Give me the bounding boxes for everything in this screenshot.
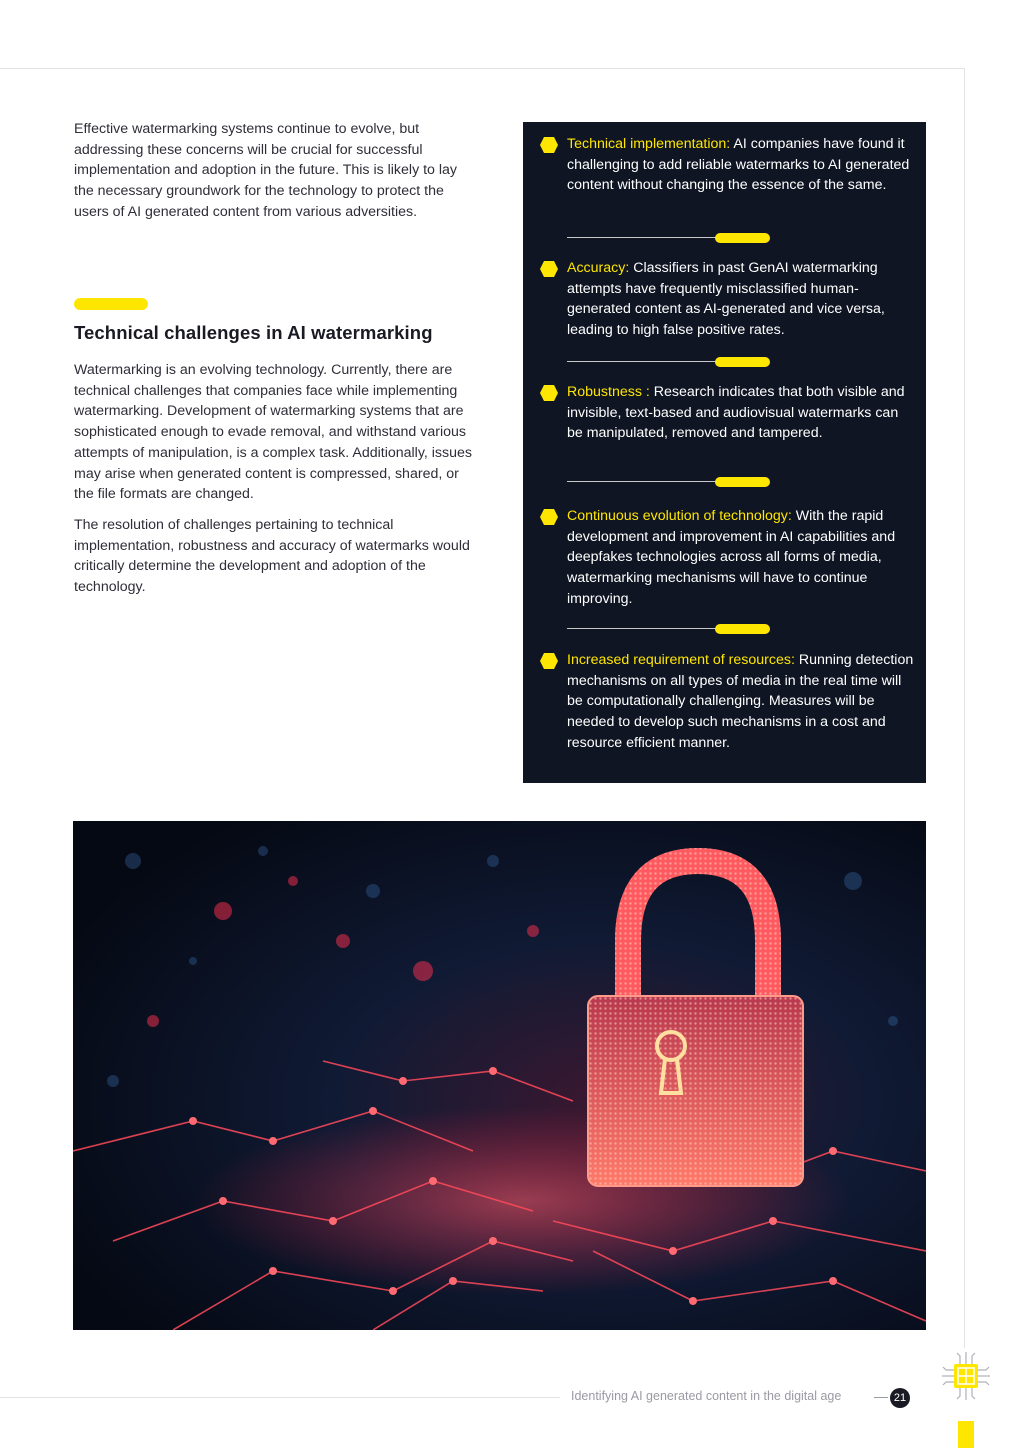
challenge-item [567,258,915,341]
yellow-edge-tab [958,1421,974,1448]
challenge-label: Increased requirement of resources: [567,652,795,668]
challenge-label: Accuracy: [567,260,630,276]
circuit-chip-icon [940,1350,992,1402]
hexagon-bullet-icon [539,652,559,670]
section-paragraph: The resolution of challenges pertaining to technical implementation, robustness and accuracy of watermarks would critically determine the development and adoption of the technology. [74,516,470,596]
section-body [74,360,474,598]
challenge-label: Robustness : [567,384,650,400]
hexagon-bullet-icon [539,260,559,278]
padlock-circuit-image [73,821,926,1330]
challenge-item [567,650,915,754]
challenge-text: With the rapid development and improvement in AI capabilities and deepfakes technologies across all forms of media, watermarking mechanisms will have to continue improving. [567,508,896,607]
challenges-panel [523,122,926,783]
hexagon-bullet-icon [539,508,559,526]
challenge-divider [567,357,770,367]
intro-paragraph: Effective watermarking systems continue to evolve, but addressing these concerns will be crucial for successful implementation and adoption in the future. This is likely to lay the necessary groundwork for the technology to protect the users of AI generated content from various adversities. [74,121,458,220]
hexagon-bullet-icon [539,136,559,154]
challenge-divider [567,624,770,634]
challenge-divider [567,233,770,243]
challenge-text: Classifiers in past GenAI watermarking attempts have frequently misclassified human-generated content as AI-generated and vice versa, leading to high false positive rates. [567,260,885,339]
challenge-label: Continuous evolution of technology: [567,508,792,524]
footer-dash [874,1397,888,1398]
challenge-item [567,506,915,610]
challenge-text: AI companies have found it challenging to add reliable watermarks to AI generated content without changing the essence of the same. [567,136,910,194]
section-paragraph: Watermarking is an evolving technology. Currently, there are technical challenges that companies face while implementing watermarking. Development of watermarking systems that are sophisticated enough to evade removal, and withstand various attempts of manipulation, is a complex task. Additionally, issues may arise when generated content is compressed, shared, or the file formats are changed. [74,362,472,503]
challenge-item [567,134,915,196]
section-accent-bar [74,298,148,310]
intro-block [74,119,474,223]
challenge-item [567,382,915,444]
hexagon-bullet-icon [539,384,559,402]
challenge-text: Research indicates that both visible and invisible, text-based and audiovisual watermarks can be manipulated, removed and tampered. [567,384,905,442]
footer-rule [0,1397,560,1398]
challenge-label: Technical implementation: [567,136,731,152]
top-rule [0,68,964,69]
footer-title: Identifying AI generated content in the digital age [571,1389,842,1403]
page-number: 21 [890,1388,910,1408]
section-heading: Technical challenges in AI watermarking [74,322,433,343]
challenge-divider [567,477,770,487]
right-rule [964,68,965,1348]
challenge-text: Running detection mechanisms on all types of media in the real time will be computationally challenging. Measures will be needed to develop such mechanisms in a cost and resource efficient manner. [567,652,914,751]
